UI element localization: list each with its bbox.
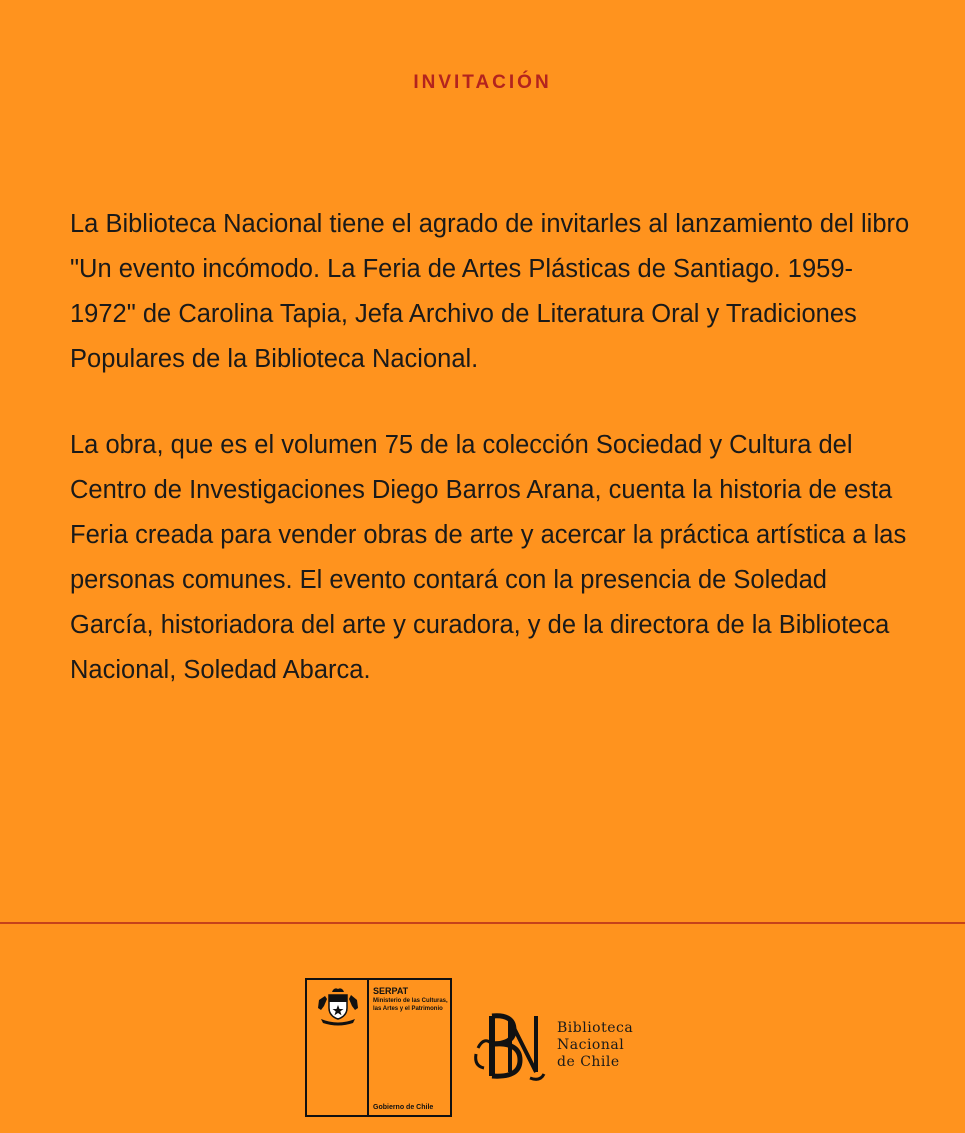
biblioteca-nacional-monogram-icon [470,1006,550,1086]
page-title: INVITACIÓN [413,72,552,93]
serpat-logo [305,978,452,1117]
footer-divider [0,922,965,924]
chile-coat-of-arms-icon [315,986,361,1026]
biblioteca-line-1: Biblioteca [557,1020,634,1036]
serpat-ministry: Ministerio de las Culturas, las Artes y el Patrimonio [373,998,448,1012]
serpat-name: SERPAT [373,986,409,996]
biblioteca-line-2: Nacional [557,1037,625,1053]
invitation-paragraph: La Biblioteca Nacional tiene el agrado de invitarles al lanzamiento del libro "Un evento incómodo. La Feria de Artes Plásticas de Santiago. 1959-1972" de Carolina Tapia, Jefa Archivo de Literatura Oral y Tradiciones Populares de la Biblioteca Nacional. [70,210,910,373]
serpat-emblem-column [307,980,369,1115]
biblioteca-line-3: de Chile [557,1054,620,1070]
biblioteca-nacional-wordmark [557,1020,633,1071]
description-paragraph: La obra, que es el volumen 75 de la colección Sociedad y Cultura del Centro de Investigaciones Diego Barros Arana, cuenta la historia de esta Feria creada para vender obras de arte y acercar la práctica artística a las personas comunes. El evento contará con la presencia de Soledad García, historiadora del arte y curadora, y de la directora de la Biblioteca Nacional, Soledad Abarca. [70,431,907,684]
serpat-government: Gobierno de Chile [373,1104,434,1111]
